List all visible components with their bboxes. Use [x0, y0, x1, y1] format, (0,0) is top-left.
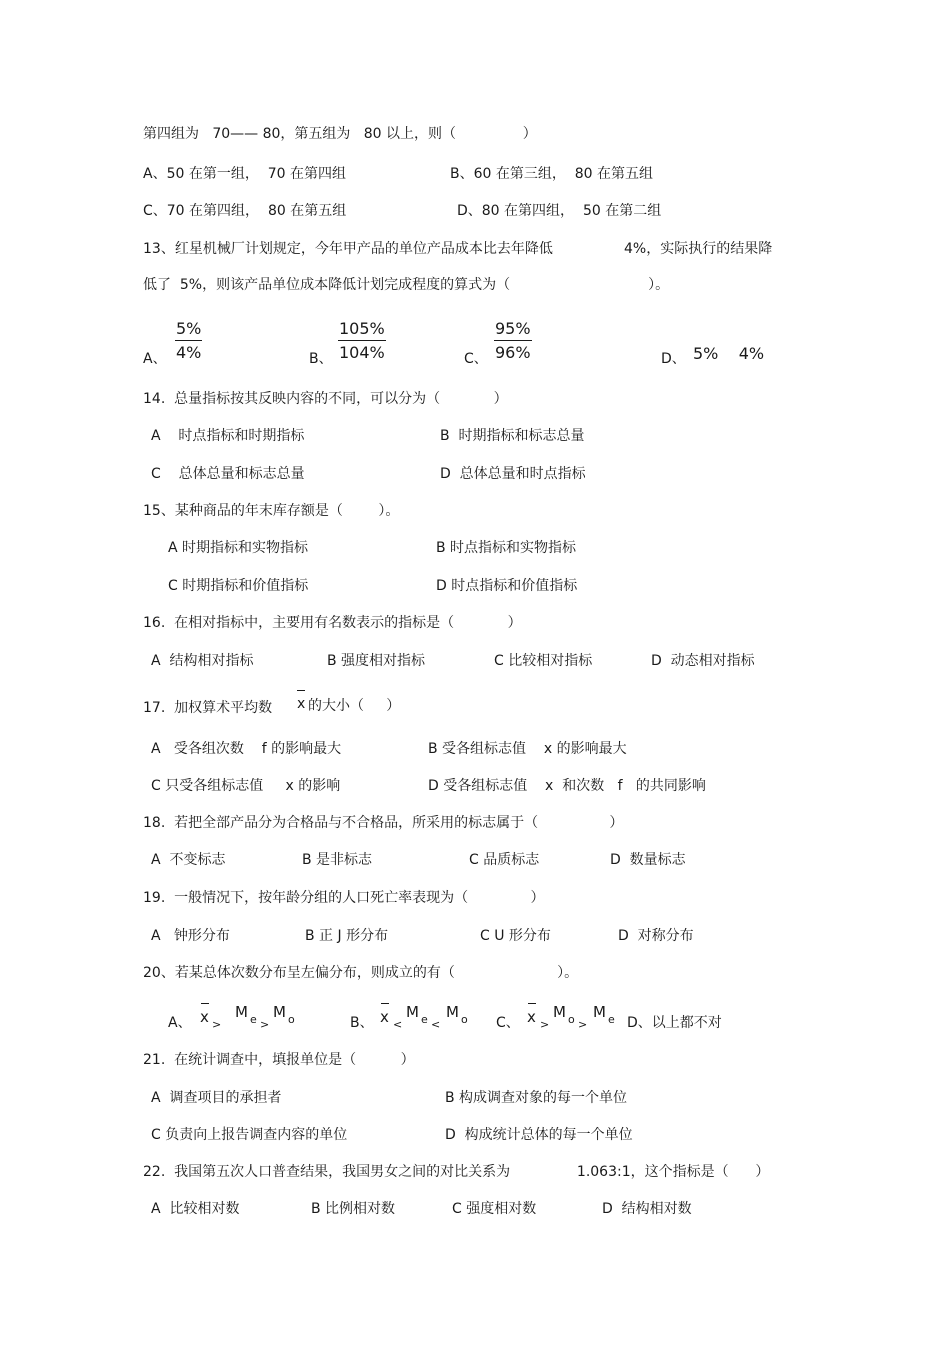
- q17-xbar-symbol: x: [297, 696, 306, 712]
- q18-option-c: C 品质标志: [469, 852, 540, 868]
- q20-c-m1: M: [553, 1003, 566, 1021]
- q20-a-m2: M: [273, 1003, 286, 1021]
- q20-stem: 20、若某总体次数分布呈左偏分布，则成立的有（ ）。: [143, 965, 579, 981]
- q19-option-d: D 对称分布: [618, 928, 694, 944]
- q13-stem-line1: 13、红星机械厂计划规定，今年甲产品的单位产品成本比去年降低 4%，实际执行的结果降: [143, 241, 773, 257]
- q17-option-a: A 受各组次数 f 的影响最大: [151, 741, 342, 757]
- q17-xbar-overline: [297, 690, 305, 691]
- q20-b-xbar: x: [380, 1008, 389, 1026]
- q20-a-m1: M: [235, 1003, 248, 1021]
- q17-stem-prefix: 17. 加权算术平均数: [143, 700, 273, 716]
- q22-option-d: D 结构相对数: [602, 1201, 692, 1217]
- q19-stem: 19. 一般情况下，按年龄分组的人口死亡率表现为（ ）: [143, 890, 545, 906]
- q13-option-c-numerator: 95%: [494, 319, 532, 341]
- q15-option-b: B 时点指标和实物指标: [436, 540, 577, 556]
- q12-stem-tail: 第四组为 70—— 80，第五组为 80 以上，则（ ）: [143, 126, 537, 142]
- q16-stem: 16. 在相对指标中，主要用有名数表示的指标是（ ）: [143, 615, 522, 631]
- q14-option-c: C 总体总量和标志总量: [151, 466, 305, 482]
- q20-c-xbar-overline: [528, 1003, 536, 1004]
- q20-b-sub2: o: [461, 1013, 468, 1026]
- q18-option-b: B 是非标志: [302, 852, 373, 868]
- q17-stem-suffix: 的大小（ ）: [308, 698, 401, 714]
- q16-option-d: D 动态相对指标: [651, 653, 755, 669]
- q17-option-d: D 受各组标志值 x 和次数 f 的共同影响: [428, 778, 706, 794]
- q20-option-c-label: C、: [496, 1015, 520, 1031]
- q20-b-m1: M: [406, 1003, 419, 1021]
- q13-option-d-value: 5% 4%: [693, 344, 765, 363]
- q20-c-op2: >: [578, 1018, 588, 1031]
- q13-option-a-fraction: [175, 319, 202, 363]
- q22-option-b: B 比例相对数: [311, 1201, 396, 1217]
- q13-stem-line2: 低了 5%，则该产品单位成本降低计划完成程度的算式为（ ）。: [143, 277, 670, 293]
- q21-option-b: B 构成调查对象的每一个单位: [445, 1090, 628, 1106]
- q19-option-c: C U 形分布: [480, 928, 551, 944]
- q20-b-op2: <: [431, 1018, 441, 1031]
- q20-c-op1: >: [540, 1018, 550, 1031]
- q15-option-d: D 时点指标和价值指标: [436, 578, 578, 594]
- q20-a-op1: >: [212, 1018, 222, 1031]
- q20-option-a-label: A、: [168, 1015, 192, 1031]
- q22-option-a: A 比较相对数: [151, 1201, 240, 1217]
- q20-option-b-label: B、: [350, 1015, 374, 1031]
- q21-option-d: D 构成统计总体的每一个单位: [445, 1127, 633, 1143]
- q13-option-b-label: B、: [309, 351, 333, 367]
- q13-option-d-label: D、: [661, 351, 686, 367]
- q14-stem: 14. 总量指标按其反映内容的不同，可以分为（ ）: [143, 391, 508, 407]
- q19-option-a: A 钟形分布: [151, 928, 230, 944]
- q16-option-a: A 结构相对指标: [151, 653, 254, 669]
- q20-b-op1: <: [393, 1018, 403, 1031]
- q22-stem: 22. 我国第五次人口普查结果，我国男女之间的对比关系为 1.063:1，这个指标是（ ）: [143, 1164, 770, 1180]
- q20-b-m2: M: [446, 1003, 459, 1021]
- q17-option-b: B 受各组标志值 x 的影响最大: [428, 741, 627, 757]
- q17-option-c: C 只受各组标志值 x 的影响: [151, 778, 341, 794]
- q18-option-d: D 数量标志: [610, 852, 686, 868]
- q20-c-m2: M: [593, 1003, 606, 1021]
- q19-option-b: B 正 J 形分布: [305, 928, 389, 944]
- q12-option-a: A、50 在第一组， 70 在第四组: [143, 166, 347, 182]
- q20-a-sub2: o: [288, 1013, 295, 1026]
- q21-option-c: C 负责向上报告调查内容的单位: [151, 1127, 348, 1143]
- q14-option-a: A 时点指标和时期指标: [151, 428, 305, 444]
- q15-stem: 15、某种商品的年末库存额是（ ）。: [143, 503, 400, 519]
- q13-option-c-fraction: [494, 319, 532, 363]
- q20-a-xbar-overline: [201, 1003, 209, 1004]
- q16-option-b: B 强度相对指标: [327, 653, 426, 669]
- q20-b-sub1: e: [421, 1013, 428, 1026]
- q20-a-xbar: x: [200, 1008, 209, 1026]
- q14-option-b: B 时期指标和标志总量: [440, 428, 585, 444]
- q13-option-a-denominator: 4%: [176, 343, 202, 362]
- q13-option-a-numerator: 5%: [175, 319, 202, 341]
- q20-option-d: D、以上都不对: [627, 1015, 722, 1031]
- q22-option-c: C 强度相对数: [452, 1201, 537, 1217]
- q15-option-a: A 时期指标和实物指标: [168, 540, 309, 556]
- q20-c-xbar: x: [527, 1008, 536, 1026]
- q13-option-b-fraction: [338, 319, 386, 363]
- q16-option-c: C 比较相对指标: [494, 653, 593, 669]
- q13-option-b-numerator: 105%: [338, 319, 386, 341]
- q13-option-c-denominator: 96%: [495, 343, 531, 362]
- q14-option-d: D 总体总量和时点指标: [440, 466, 586, 482]
- q18-option-a: A 不变标志: [151, 852, 226, 868]
- q20-a-sub1: e: [250, 1013, 257, 1026]
- q12-option-d: D、80 在第四组， 50 在第二组: [457, 203, 662, 219]
- q12-option-c: C、70 在第四组， 80 在第五组: [143, 203, 347, 219]
- q13-option-b-denominator: 104%: [339, 343, 385, 362]
- q20-b-xbar-overline: [381, 1003, 389, 1004]
- q20-a-op2: >: [260, 1018, 270, 1031]
- q21-stem: 21. 在统计调查中，填报单位是（ ）: [143, 1052, 415, 1068]
- q13-option-c-label: C、: [464, 351, 488, 367]
- q20-c-sub2: e: [608, 1013, 615, 1026]
- q15-option-c: C 时期指标和价值指标: [168, 578, 309, 594]
- q18-stem: 18. 若把全部产品分为合格品与不合格品，所采用的标志属于（ ）: [143, 815, 624, 831]
- q12-option-b: B、60 在第三组， 80 在第五组: [450, 166, 654, 182]
- q20-c-sub1: o: [568, 1013, 575, 1026]
- q13-option-a-label: A、: [143, 351, 167, 367]
- q21-option-a: A 调查项目的承担者: [151, 1090, 282, 1106]
